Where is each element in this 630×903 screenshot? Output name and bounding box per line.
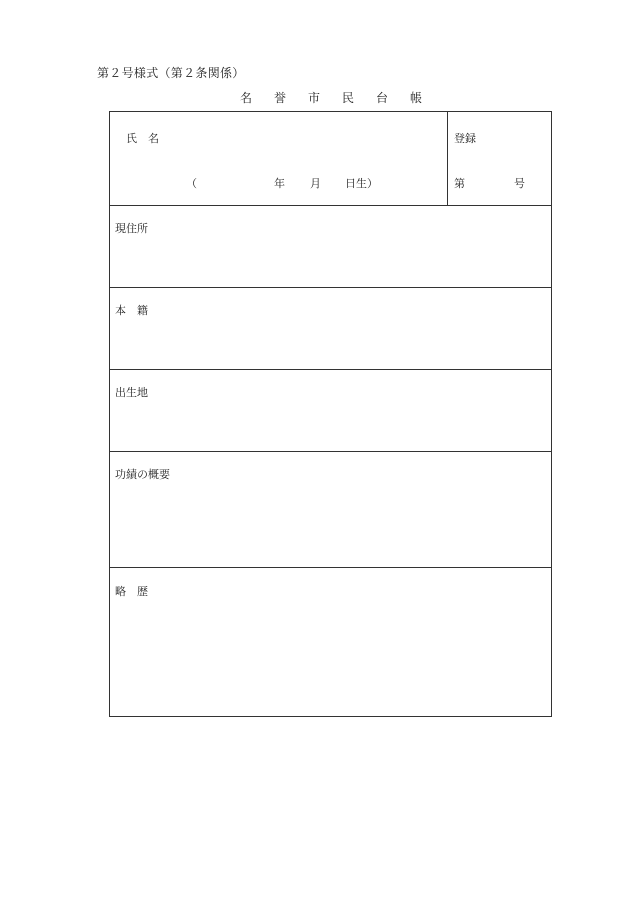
registered-domicile-row <box>110 288 551 370</box>
birth-month-label: 月 <box>310 177 321 190</box>
current-address-row <box>110 206 551 288</box>
current-address-label: 現住所 <box>115 222 148 235</box>
birthplace-label: 出生地 <box>115 386 148 399</box>
achievements-label: 功績の概要 <box>115 468 170 481</box>
document-title <box>240 89 444 106</box>
birth-day-label: 日生） <box>345 177 378 190</box>
brief-history-row <box>110 568 551 716</box>
achievements-row <box>110 452 551 568</box>
registration-number-prefix: 第 <box>454 177 465 190</box>
title-char: 市 <box>308 91 321 105</box>
name-label: 氏 名 <box>126 132 159 145</box>
registration-label: 登録 <box>454 132 476 145</box>
title-char: 名 <box>240 91 253 105</box>
name-row <box>110 112 551 206</box>
title-char: 帳 <box>410 91 423 105</box>
title-char: 台 <box>376 91 389 105</box>
birthplace-row <box>110 370 551 452</box>
birthdate-open-paren: （ <box>186 177 197 190</box>
title-char: 民 <box>342 91 355 105</box>
registration-number-suffix: 号 <box>514 177 525 190</box>
brief-history-label: 略 歴 <box>115 585 148 598</box>
form-number-label: 第２号様式（第２条関係） <box>97 66 245 80</box>
birth-year-label: 年 <box>274 177 285 190</box>
registration-divider <box>447 112 448 205</box>
registry-form-table <box>109 111 552 717</box>
title-char: 誉 <box>274 91 287 105</box>
registered-domicile-label: 本 籍 <box>115 304 148 317</box>
